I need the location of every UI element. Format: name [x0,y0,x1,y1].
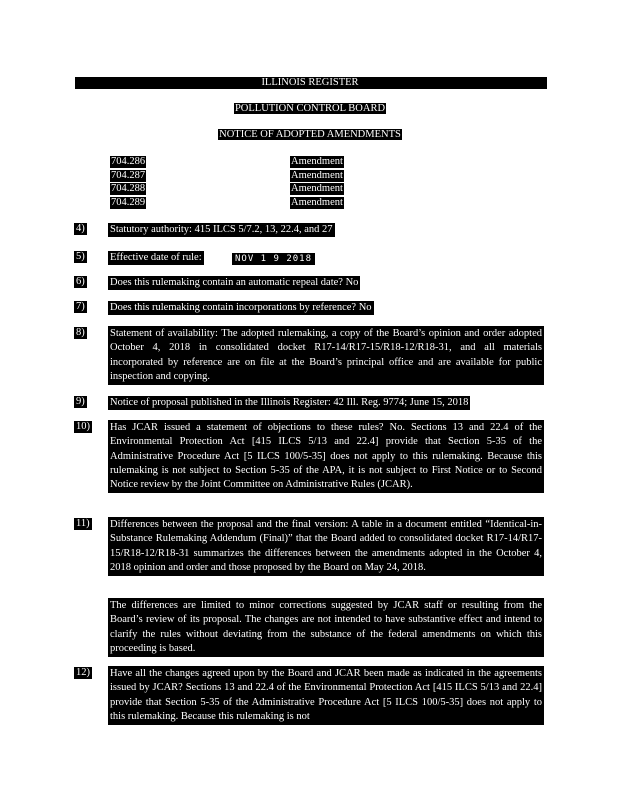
item-number: 4) [76,223,85,234]
item-number: 6) [76,276,85,287]
board-title: POLLUTION CONTROL BOARD [234,103,386,114]
item-10-text: Has JCAR issued a statement of objections to these rules? No. Sections 13 and 22.4 of the Environmental Protection Act [415 ILCS 5/13 and 22.4] provide that Section 5-35 of the Administrative Procedure Act [5 ILCS 100/5-35] does not apply to this rulemaking. Because this rulemaking is not subject to Section 5-35 of the APA, it is not subject to First Notice or to Second Notice review by the Joint Committee on Administrative Rules (JCAR). [108,420,544,493]
effective-date-stamp: NOV 1 9 2018 [232,253,315,265]
section-action: Amendment [291,196,343,208]
section-action: Amendment [291,169,343,181]
notice-title-row [75,129,545,141]
item-11-text-continued: The differences are limited to minor corrections suggested by JCAR staff or resulting from the Board’s review of its proposal. The changes are not intended to have substantive effect and intend to clarify the rules without deviating from the substance of the federal amendments on which this proceeding is based. [108,598,544,657]
item-text: Does this rulemaking contain incorporations by reference? No [110,302,372,313]
notice-title: NOTICE OF ADOPTED AMENDMENTS [219,129,401,140]
item-12-number: 12) [76,667,90,678]
item-text: Statutory authority: 415 ILCS 5/7.2, 13, 22.4, and 27 [110,224,333,235]
item-text: Effective date of rule: [110,252,202,263]
item-number: 5) [76,251,85,262]
table-row [110,156,360,170]
item-text: Notice of proposal published in the Illinois Register: 42 Ill. Reg. 9774; June 15, 2018 [110,397,469,408]
table-row [110,197,360,211]
item-11-text: Differences between the proposal and the final version: A table in a document entitled “Identical-in-Substance Rulemaking Addendum (Final)” that the Board added to consolidated docket R17-14/R17-15/R18-12/R18-31 summarizes the differences between the amendments adopted in the October 4, 2018 opinion and order and those proposed by the Board on May 24, 2018. [108,517,544,576]
section-number: 704.289 [111,196,146,208]
item-number: 9) [76,396,85,407]
board-title-row [75,103,545,115]
item-number: 7) [76,301,85,312]
section-number: 704.288 [111,183,146,195]
item-8-number: 8) [76,327,85,338]
section-number: 704.286 [111,156,146,167]
item-8-text: Statement of availability: The adopted rulemaking, a copy of the Board’s opinion and order adopted October 4, 2018 in consolidated docket R17-14/R17-15/R18-12/R18-31, and all materials incorporated by reference are on file at the Board’s principal office and are available for public inspection and copying. [108,326,544,385]
section-action: Amendment [291,156,343,167]
item-10-number: 10) [76,421,90,432]
register-title-row [75,77,545,89]
section-action: Amendment [291,183,343,195]
register-title: ILLINOIS REGISTER [261,77,359,88]
item-text: Does this rulemaking contain an automatic repeal date? No [110,277,359,288]
section-number: 704.287 [111,169,146,181]
table-row [110,170,360,184]
item-11-number: 11) [76,518,90,529]
item-12-text: Have all the changes agreed upon by the Board and JCAR been made as indicated in the agreements issued by JCAR? Sections 13 and 22.4 of the Environmental Protection Act [415 ILCS 5/13 and 22.4] provide that Section 5-35 of the Administrative Procedure Act [5 ILCS 100/5-35] does not apply to this rulemaking. Because this rulemaking is not [108,666,544,725]
sections-table [110,156,360,210]
table-row [110,183,360,197]
